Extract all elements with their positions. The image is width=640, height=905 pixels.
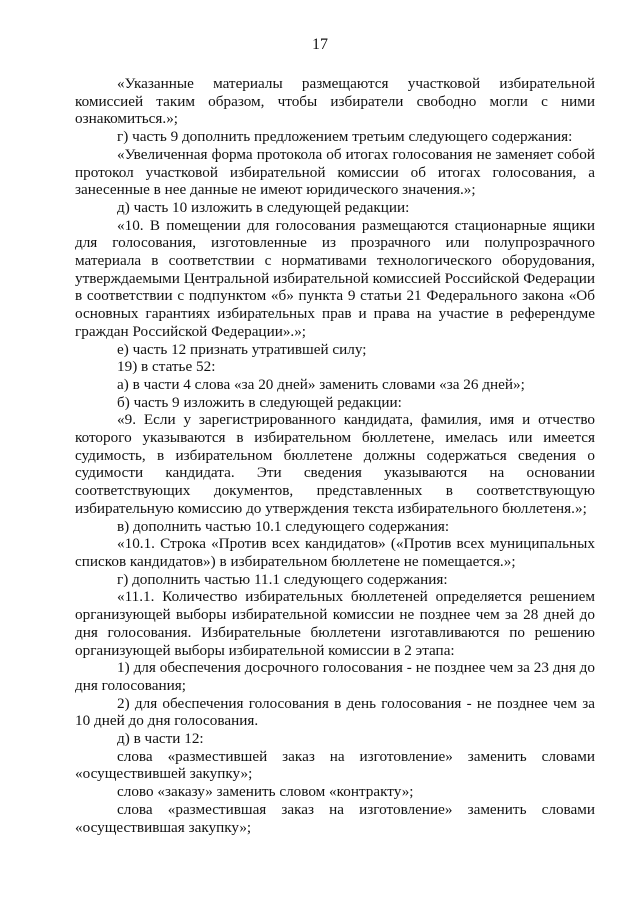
paragraph: в) дополнить частью 10.1 следующего содержания: <box>117 517 450 535</box>
paragraph: б) часть 9 изложить в следующей редакции: <box>117 393 402 411</box>
paragraph: г) часть 9 дополнить предложением третьим следующего содержания: <box>117 128 573 146</box>
paragraph: «10. В помещении для голосования размещаются стационарные ящики для голосования, изготовленные из прозрачного или полупрозрачного материала в соответствии с нормативами технологического оборудования, утверждаемыми Центральной избирательной комиссией Российской Федерации в соответствии с подпунктом «б» пункта 9 статьи 21 Федерального закона «Об основных гарантиях избирательных прав и права на участие в референдуме граждан Российской Федерации».»; <box>75 216 595 340</box>
paragraph: слова «разместившая заказ на изготовление» заменить словами «осуществившая закупку»; <box>75 800 595 836</box>
paragraph: «10.1. Строка «Против всех кандидатов» («Против всех муниципальных списков кандидатов») в избирательном бюллетене не помещается.»; <box>75 535 595 570</box>
paragraph: а) в части 4 слова «за 20 дней» заменить словами «за 26 дней»; <box>117 375 525 393</box>
paragraph: г) дополнить частью 11.1 следующего содержания: <box>117 570 448 588</box>
paragraph: 19) в статье 52: <box>117 358 216 376</box>
paragraph: слово «заказу» заменить словом «контракту»; <box>117 783 414 801</box>
paragraph: «Указанные материалы размещаются участковой избирательной комиссией таким образом, чтобы избиратели свободно могли с ними ознакомиться.»; <box>75 75 595 128</box>
paragraph: д) в части 12: <box>117 730 204 748</box>
paragraph: 2) для обеспечения голосования в день голосования - не позднее чем за 10 дней до дня голосования. <box>75 694 595 730</box>
paragraph: д) часть 10 изложить в следующей редакции: <box>117 198 410 216</box>
paragraph: е) часть 12 признать утратившей силу; <box>117 340 367 358</box>
document-body <box>75 75 595 836</box>
paragraph: «9. Если у зарегистрированного кандидата, фамилия, имя и отчество которого указываются в избирательном бюллетене, имелась или имеется судимость, в избирательном бюллетене должны содержаться сведения о судимости кандидата. Эти сведения указываются на основании соответствующих документов, представленных в соответствующую избирательную комиссию до утверждения текста избирательного бюллетеня.»; <box>75 411 595 517</box>
page-number: 17 <box>312 36 328 53</box>
paragraph: слова «разместившей заказ на изготовление» заменить словами «осуществившей закупку»; <box>75 747 595 783</box>
paragraph: «11.1. Количество избирательных бюллетеней определяется решением организующей выборы избирательной комиссии не позднее чем за 28 дней до дня голосования. Избирательные бюллетени изготавливаются по решению организующей выборы избирательной комиссии в 2 этапа: <box>75 588 595 659</box>
paragraph: «Увеличенная форма протокола об итогах голосования не заменяет собой протокол участковой избирательной комиссии об итогах голосования, а занесенные в нее данные не имеют юридического значения.»; <box>75 145 595 199</box>
paragraph: 1) для обеспечения досрочного голосования - не позднее чем за 23 дня до дня голосования; <box>75 659 595 694</box>
